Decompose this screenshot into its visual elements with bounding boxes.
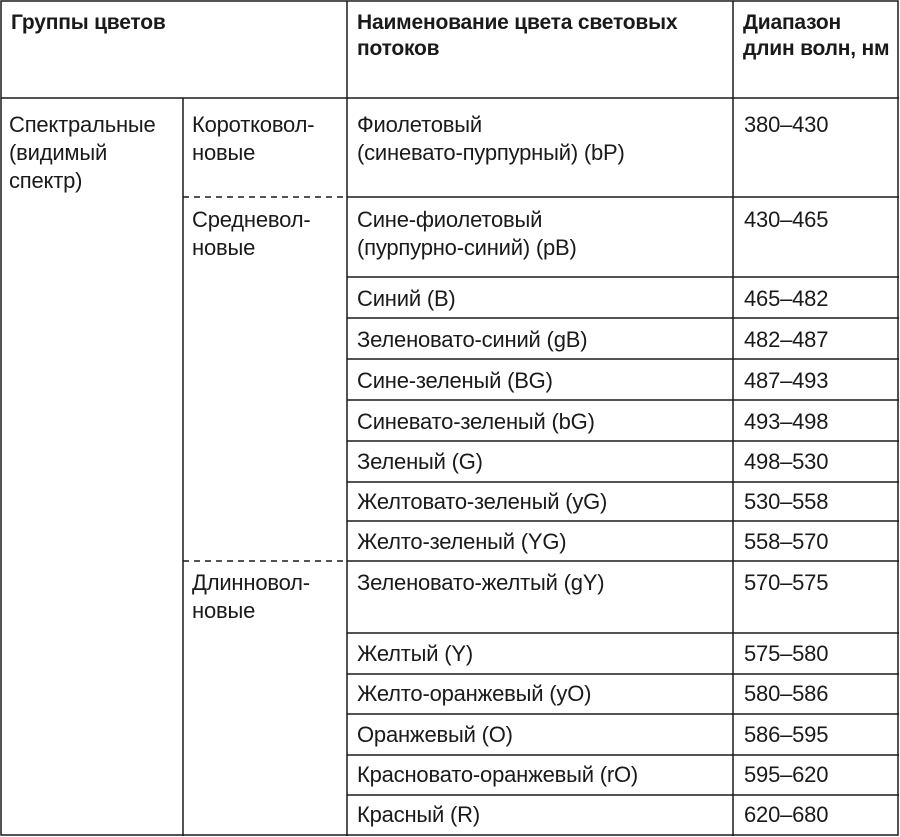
row-name: Красновато-оранжевый (rO)	[357, 762, 639, 787]
subgroup-long: Длинновол- новые	[192, 570, 310, 623]
row-range: 570–575	[744, 570, 829, 595]
row-name: Зеленовато-синий (gB)	[357, 327, 588, 352]
row-name: Фиолетовый (синевато-пурпурный) (bP)	[357, 112, 625, 165]
header-group: Группы цветов	[11, 11, 166, 34]
row-range: 595–620	[744, 762, 829, 787]
row-range: 493–498	[744, 409, 829, 434]
row-name: Желто-зеленый (YG)	[357, 529, 567, 554]
row-name: Зеленый (G)	[357, 449, 483, 474]
row-range: 620–680	[744, 802, 829, 827]
row-name: Сине-фиолетовый (пурпурно-синий) (pB)	[357, 207, 577, 260]
header-range: Диапазон длин волн, нм	[743, 11, 890, 60]
group-spectral: Спектральные (видимый спектр)	[9, 112, 156, 193]
header-name: Наименование цвета световых потоков	[357, 11, 678, 60]
row-name: Желтовато-зеленый (yG)	[357, 489, 608, 514]
row-name: Синевато-зеленый (bG)	[357, 409, 595, 434]
row-name: Синий (B)	[357, 286, 456, 311]
row-range: 580–586	[744, 681, 829, 706]
row-range: 558–570	[744, 529, 829, 554]
row-range: 586–595	[744, 722, 829, 747]
row-range: 498–530	[744, 449, 829, 474]
row-name: Оранжевый (O)	[357, 722, 513, 747]
row-name: Желто-оранжевый (yO)	[357, 681, 592, 706]
row-range: 465–482	[744, 286, 829, 311]
row-name: Желтый (Y)	[357, 641, 474, 666]
subgroup-short: Коротковол- новые	[192, 112, 315, 165]
row-range: 487–493	[744, 368, 829, 393]
subgroup-medium: Средневол- новые	[192, 207, 311, 260]
row-range: 380–430	[744, 112, 829, 137]
row-name: Красный (R)	[357, 802, 480, 827]
row-name: Сине-зеленый (BG)	[357, 368, 553, 393]
row-range: 575–580	[744, 641, 829, 666]
row-range: 482–487	[744, 327, 829, 352]
row-range: 530–558	[744, 489, 829, 514]
row-range: 430–465	[744, 207, 829, 232]
row-name: Зеленовато-желтый (gY)	[357, 570, 605, 595]
